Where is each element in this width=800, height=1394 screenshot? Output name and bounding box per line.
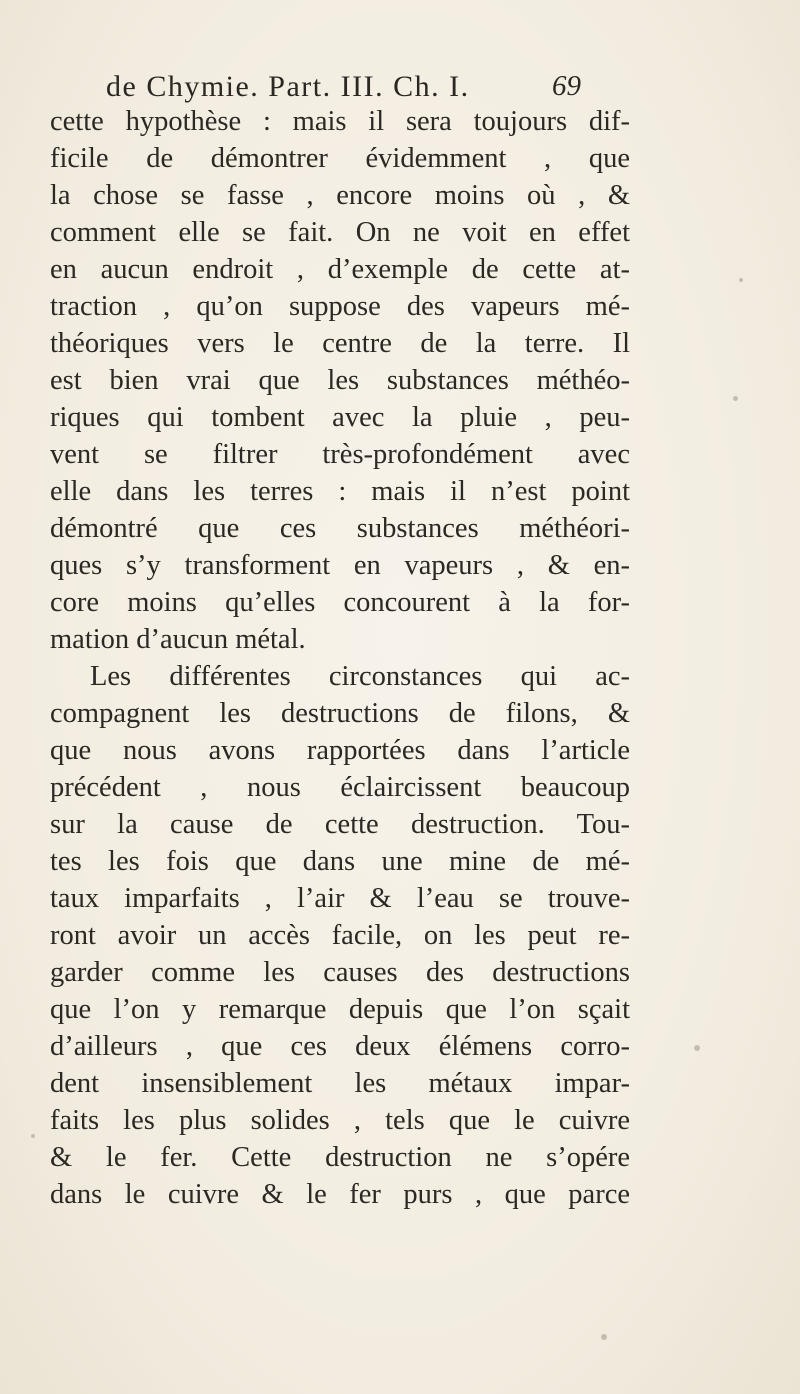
text-line: précédent , nous éclaircissent beaucoup xyxy=(50,772,630,803)
text-line: core moins qu’elles concourent à la for- xyxy=(50,587,630,618)
text-line: riques qui tombent avec la pluie , peu- xyxy=(50,402,630,433)
paragraph-start-line: Les différentes circonstances qui ac- xyxy=(90,661,630,692)
text-line: faits les plus solides , tels que le cuivre xyxy=(50,1105,630,1136)
text-line: sur la cause de cette destruction. Tou- xyxy=(50,809,630,840)
paper-speck xyxy=(31,1134,35,1138)
text-line: d’ailleurs , que ces deux élémens corro- xyxy=(50,1031,630,1062)
text-line: compagnent les destructions de filons, & xyxy=(50,698,630,729)
text-line: & le fer. Cette destruction ne s’opére xyxy=(50,1142,630,1173)
text-line: vent se filtrer très-profondément avec xyxy=(50,439,630,470)
text-line: traction , qu’on suppose des vapeurs mé- xyxy=(50,291,630,322)
running-head-title: de Chymie. Part. III. Ch. I. xyxy=(106,70,470,103)
text-line: que nous avons rapportées dans l’article xyxy=(50,735,630,766)
paper-speck xyxy=(739,278,743,282)
text-line: théoriques vers le centre de la terre. Il xyxy=(50,328,630,359)
text-line: ront avoir un accès facile, on les peut re- xyxy=(50,920,630,951)
text-line: ques s’y transforment en vapeurs , & en- xyxy=(50,550,630,581)
text-line: démontré que ces substances méthéori- xyxy=(50,513,630,544)
body-text xyxy=(50,103,630,1213)
text-line: elle dans les terres : mais il n’est point xyxy=(50,476,630,507)
paper-speck xyxy=(601,1334,607,1340)
text-line: dans le cuivre & le fer purs , que parce xyxy=(50,1179,630,1210)
text-line: garder comme les causes des destructions xyxy=(50,957,630,988)
paragraph-end-line: mation d’aucun métal. xyxy=(50,624,306,655)
text-line: est bien vrai que les substances méthéo- xyxy=(50,365,630,396)
text-line: taux imparfaits , l’air & l’eau se trouve- xyxy=(50,883,630,914)
paper-speck xyxy=(733,396,738,401)
page-number: 69 xyxy=(552,70,581,102)
text-line: tes les fois que dans une mine de mé- xyxy=(50,846,630,877)
paper-speck xyxy=(694,1045,700,1051)
text-line: cette hypothèse : mais il sera toujours dif- xyxy=(50,106,630,137)
text-line: dent insensiblement les métaux impar- xyxy=(50,1068,630,1099)
text-line: la chose se fasse , encore moins où , & xyxy=(50,180,630,211)
text-line: ficile de démontrer évidemment , que xyxy=(50,143,630,174)
text-line: comment elle se fait. On ne voit en effet xyxy=(50,217,630,248)
text-line: en aucun endroit , d’exemple de cette at- xyxy=(50,254,630,285)
text-line: que l’on y remarque depuis que l’on sçait xyxy=(50,994,630,1025)
